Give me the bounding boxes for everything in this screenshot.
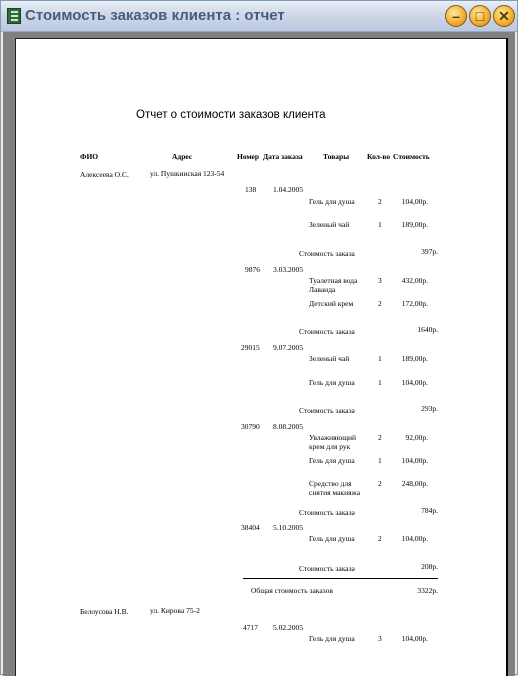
column-header-cost: Стоимость — [393, 152, 430, 161]
maximize-icon: □ — [475, 8, 485, 24]
report-preview-area[interactable] — [3, 32, 515, 676]
item-cost: 104,00р. — [401, 634, 428, 643]
close-button[interactable] — [493, 5, 515, 27]
item-cost: 104,00р. — [401, 534, 428, 543]
order-number: 138 — [245, 185, 257, 194]
item-cost: 92,00р. — [405, 433, 428, 442]
order-total: 397р. — [421, 247, 438, 256]
order-total: 1640р. — [417, 325, 438, 334]
client-total: 3322р. — [417, 586, 438, 595]
column-header-goods: Товары — [323, 152, 350, 161]
item-cost: 189,00р. — [401, 220, 428, 229]
item-qty: 3 — [378, 276, 382, 285]
item-qty: 1 — [378, 220, 382, 229]
item-name: Гель для душа — [309, 634, 355, 643]
column-header-fio: ФИО — [80, 152, 99, 161]
order-date: 8.08.2005 — [273, 422, 303, 431]
title-bar[interactable] — [1, 1, 517, 32]
close-icon: ✕ — [498, 8, 510, 24]
item-cost: 104,00р. — [401, 197, 428, 206]
order-date: 1.04.2005 — [273, 185, 303, 194]
item-qty: 2 — [378, 534, 382, 543]
item-cost: 189,00р. — [401, 354, 428, 363]
item-name: Увлажняющий крем для рук — [309, 433, 357, 451]
report-icon — [7, 8, 21, 24]
item-name: Зеленый чай — [309, 220, 350, 229]
order-total-label: Стоимость заказа — [299, 327, 355, 336]
order-total: 293р. — [421, 404, 438, 413]
item-qty: 1 — [378, 378, 382, 387]
minimize-icon: – — [452, 8, 460, 24]
order-date: 3.03.2005 — [273, 265, 303, 274]
column-header-number: Номер — [237, 152, 260, 161]
client-address: ул. Кирова 75-2 — [150, 606, 200, 615]
order-total-label: Стоимость заказа — [299, 406, 355, 415]
client-address: ул. Пушкинская 123-54 — [150, 169, 225, 178]
report-title: Отчет о стоимости заказов клиента — [136, 109, 326, 121]
item-name: Гель для душа — [309, 534, 355, 543]
order-date: 5.02.2005 — [273, 623, 303, 632]
item-qty: 2 — [378, 479, 382, 488]
item-name: Гель для душа — [309, 456, 355, 465]
item-qty: 2 — [378, 299, 382, 308]
item-name: Туалетная вода Лаванда — [309, 276, 358, 294]
item-qty: 2 — [378, 197, 382, 206]
order-total: 208р. — [421, 562, 438, 571]
item-cost: 104,00р. — [401, 378, 428, 387]
item-qty: 3 — [378, 634, 382, 643]
item-qty: 1 — [378, 456, 382, 465]
client-fio: Белоусова Н.В. — [80, 607, 129, 616]
total-divider — [243, 578, 438, 579]
order-total-label: Стоимость заказа — [299, 564, 355, 573]
item-name: Гель для душа — [309, 197, 355, 206]
item-cost: 432,00р. — [401, 276, 428, 285]
order-date: 5.10.2005 — [273, 523, 303, 532]
item-qty: 2 — [378, 433, 382, 442]
window-title: Стоимость заказов клиента : отчет — [25, 7, 285, 24]
column-header-address: Адрес — [172, 152, 193, 161]
order-total-label: Стоимость заказа — [299, 249, 355, 258]
client-total-label: Общая стоимость заказов — [251, 586, 333, 595]
report-page — [15, 38, 508, 676]
item-qty: 1 — [378, 354, 382, 363]
order-date: 9.07.2005 — [273, 343, 303, 352]
client-fio: Алексеева О.С. — [80, 170, 129, 179]
order-number: 9876 — [245, 265, 260, 274]
item-cost: 104,00р. — [401, 456, 428, 465]
column-header-date: Дата заказа — [263, 152, 303, 161]
item-name: Зеленый чай — [309, 354, 350, 363]
maximize-button[interactable] — [469, 5, 491, 27]
item-name: Гель для душа — [309, 378, 355, 387]
order-number: 38404 — [241, 523, 260, 532]
item-name: Средство для снятия макияжа — [309, 479, 361, 497]
column-header-qty: Кол-во — [367, 152, 391, 161]
item-cost: 172,00р. — [401, 299, 428, 308]
order-number: 29015 — [241, 343, 260, 352]
order-number: 30790 — [241, 422, 260, 431]
item-name: Детский крем — [309, 299, 354, 308]
order-number: 4717 — [243, 623, 258, 632]
order-total-label: Стоимость заказа — [299, 508, 355, 517]
item-cost: 248,00р. — [401, 479, 428, 488]
minimize-button[interactable] — [445, 5, 467, 27]
order-total: 784р. — [421, 506, 438, 515]
